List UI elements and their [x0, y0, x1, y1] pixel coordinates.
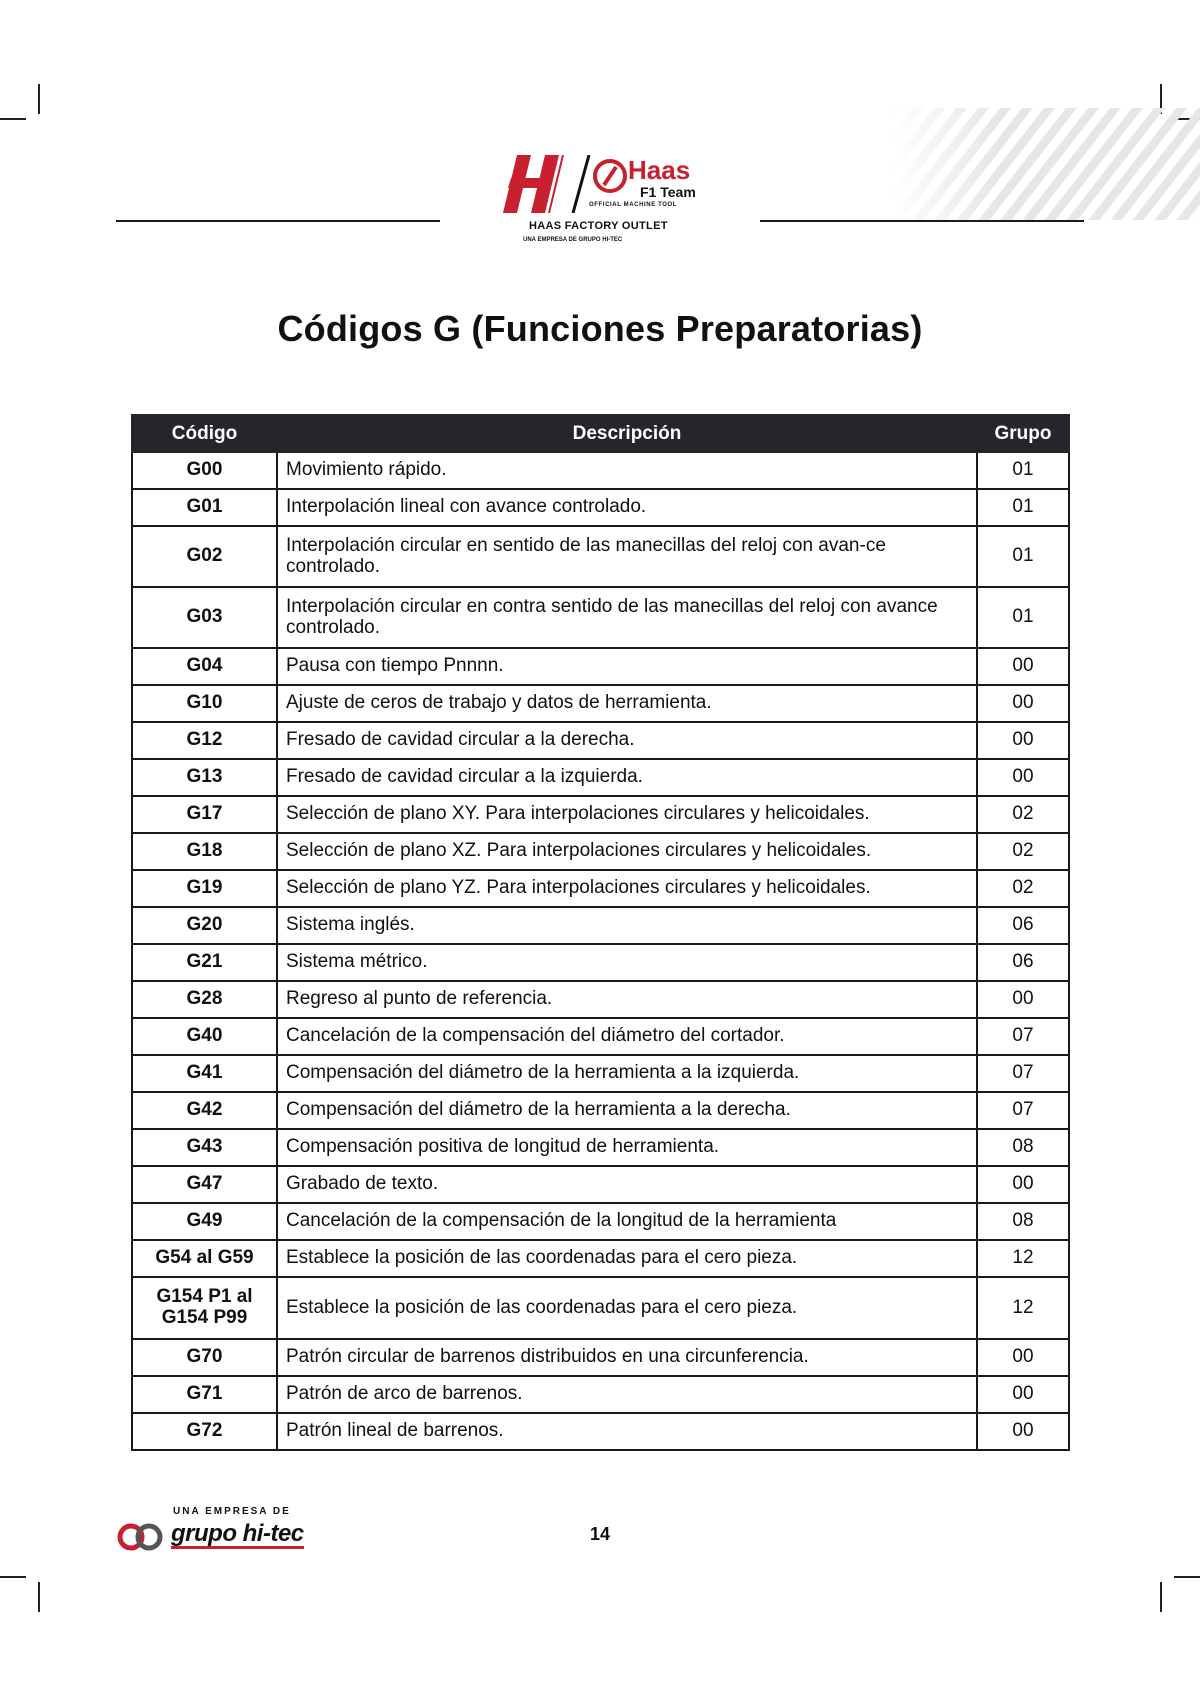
- code-cell: G21: [132, 944, 277, 981]
- code-cell: G17: [132, 796, 277, 833]
- table-row: [132, 489, 1069, 526]
- table-row: [132, 1339, 1069, 1376]
- column-header-description: Descripción: [277, 415, 977, 452]
- team-name: F1 Team: [640, 184, 696, 200]
- company-name: grupo hi-tec: [171, 1520, 304, 1547]
- code-cell: G40: [132, 1018, 277, 1055]
- company-intro: UNA EMPRESA DE: [173, 1506, 291, 1517]
- group-cell: 00: [977, 685, 1069, 722]
- table-row: [132, 452, 1069, 489]
- description-cell: Cancelación de la compensación del diámetro del cortador.: [277, 1018, 977, 1055]
- table-row: [132, 648, 1069, 685]
- description-cell: Fresado de cavidad circular a la derecha.: [277, 722, 977, 759]
- table-row: [132, 1203, 1069, 1240]
- description-cell: Interpolación circular en contra sentido de las manecillas del reloj con avance controlado.: [277, 587, 977, 648]
- description-cell: Establece la posición de las coordenadas para el cero pieza.: [277, 1240, 977, 1277]
- header-rule-right: [760, 220, 1084, 222]
- hitec-rings-icon: [115, 1522, 169, 1552]
- group-cell: 12: [977, 1240, 1069, 1277]
- description-cell: Sistema inglés.: [277, 907, 977, 944]
- crop-mark: [0, 118, 26, 120]
- table-row: [132, 722, 1069, 759]
- group-cell: 08: [977, 1203, 1069, 1240]
- table-row: [132, 1166, 1069, 1203]
- description-cell: Ajuste de ceros de trabajo y datos de herramienta.: [277, 685, 977, 722]
- description-cell: Compensación del diámetro de la herramienta a la izquierda.: [277, 1055, 977, 1092]
- code-cell: G72: [132, 1413, 277, 1450]
- haas-h-mark-icon: [495, 155, 565, 213]
- group-cell: 08: [977, 1129, 1069, 1166]
- table-row: [132, 981, 1069, 1018]
- grupo-hitec-logo: [115, 1506, 315, 1556]
- code-cell: G71: [132, 1376, 277, 1413]
- page-title: Códigos G (Funciones Preparatorias): [277, 308, 923, 349]
- group-cell: 02: [977, 870, 1069, 907]
- table-row: [132, 1129, 1069, 1166]
- code-cell: G04: [132, 648, 277, 685]
- description-cell: Sistema métrico.: [277, 944, 977, 981]
- code-cell: G47: [132, 1166, 277, 1203]
- code-cell: G20: [132, 907, 277, 944]
- description-cell: Selección de plano XZ. Para interpolaciones circulares y helicoidales.: [277, 833, 977, 870]
- group-cell: 01: [977, 526, 1069, 587]
- group-cell: 00: [977, 981, 1069, 1018]
- group-cell: 00: [977, 1166, 1069, 1203]
- slash-divider-icon: [571, 155, 591, 213]
- description-cell: Patrón circular de barrenos distribuidos en una circunferencia.: [277, 1339, 977, 1376]
- description-cell: Establece la posición de las coordenadas para el cero pieza.: [277, 1277, 977, 1339]
- table-row: [132, 526, 1069, 587]
- haas-logo: [495, 155, 725, 255]
- table-row: [132, 833, 1069, 870]
- table-row: [132, 1413, 1069, 1450]
- group-cell: 01: [977, 452, 1069, 489]
- description-cell: Patrón de arco de barrenos.: [277, 1376, 977, 1413]
- company-line: UNA EMPRESA DE GRUPO HI-TEC: [523, 237, 623, 243]
- table-row: [132, 759, 1069, 796]
- crop-mark: [1174, 1576, 1200, 1578]
- column-header-group: Grupo: [977, 415, 1069, 452]
- code-cell: G42: [132, 1092, 277, 1129]
- description-cell: Movimiento rápido.: [277, 452, 977, 489]
- page-number: 14: [589, 1524, 611, 1544]
- group-cell: 02: [977, 796, 1069, 833]
- code-cell: G03: [132, 587, 277, 648]
- group-cell: 06: [977, 907, 1069, 944]
- group-cell: 12: [977, 1277, 1069, 1339]
- brand-name: Haas: [628, 155, 691, 185]
- group-cell: 07: [977, 1018, 1069, 1055]
- table-row: [132, 1240, 1069, 1277]
- description-cell: Pausa con tiempo Pnnnn.: [277, 648, 977, 685]
- f1-team-emblem-icon: [593, 159, 627, 193]
- group-cell: 00: [977, 759, 1069, 796]
- table-row: [132, 1018, 1069, 1055]
- table-row: [132, 685, 1069, 722]
- group-cell: 02: [977, 833, 1069, 870]
- outlet-name: HAAS FACTORY OUTLET: [529, 220, 668, 232]
- description-cell: Cancelación de la compensación de la longitud de la herramienta: [277, 1203, 977, 1240]
- table-row: [132, 1092, 1069, 1129]
- table-row: [132, 587, 1069, 648]
- column-header-code: Código: [132, 415, 277, 452]
- tagline: OFFICIAL MACHINE TOOL: [589, 202, 678, 208]
- group-cell: 00: [977, 1376, 1069, 1413]
- table-row: [132, 1055, 1069, 1092]
- group-cell: 01: [977, 489, 1069, 526]
- code-cell: G43: [132, 1129, 277, 1166]
- description-cell: Interpolación lineal con avance controlado.: [277, 489, 977, 526]
- group-cell: 01: [977, 587, 1069, 648]
- code-cell: G70: [132, 1339, 277, 1376]
- decorative-stripes: [890, 108, 1200, 220]
- crop-mark: [38, 1582, 40, 1612]
- code-cell: G02: [132, 526, 277, 587]
- code-cell: G54 al G59: [132, 1240, 277, 1277]
- group-cell: 00: [977, 1413, 1069, 1450]
- table-header-row: [132, 415, 1069, 452]
- description-cell: Fresado de cavidad circular a la izquierda.: [277, 759, 977, 796]
- group-cell: 00: [977, 1339, 1069, 1376]
- description-cell: Interpolación circular en sentido de las manecillas del reloj con avan-ce controlado.: [277, 526, 977, 587]
- table-row: [132, 870, 1069, 907]
- table-row: [132, 796, 1069, 833]
- table-row: [132, 907, 1069, 944]
- description-cell: Regreso al punto de referencia.: [277, 981, 977, 1018]
- description-cell: Grabado de texto.: [277, 1166, 977, 1203]
- description-cell: Patrón lineal de barrenos.: [277, 1413, 977, 1450]
- description-cell: Compensación positiva de longitud de herramienta.: [277, 1129, 977, 1166]
- code-cell: G41: [132, 1055, 277, 1092]
- group-cell: 06: [977, 944, 1069, 981]
- code-cell: G01: [132, 489, 277, 526]
- code-cell: G19: [132, 870, 277, 907]
- table-row: [132, 1277, 1069, 1339]
- header-rule-left: [116, 220, 440, 222]
- group-cell: 07: [977, 1055, 1069, 1092]
- code-cell: G00: [132, 452, 277, 489]
- code-cell: G10: [132, 685, 277, 722]
- code-cell: G28: [132, 981, 277, 1018]
- description-cell: Selección de plano XY. Para interpolaciones circulares y helicoidales.: [277, 796, 977, 833]
- group-cell: 00: [977, 648, 1069, 685]
- description-cell: Selección de plano YZ. Para interpolaciones circulares y helicoidales.: [277, 870, 977, 907]
- crop-mark: [0, 1576, 26, 1578]
- group-cell: 07: [977, 1092, 1069, 1129]
- g-codes-table: [131, 414, 1070, 1451]
- crop-mark: [1160, 1582, 1162, 1612]
- group-cell: 00: [977, 722, 1069, 759]
- description-cell: Compensación del diámetro de la herramienta a la derecha.: [277, 1092, 977, 1129]
- table-row: [132, 944, 1069, 981]
- code-cell: G49: [132, 1203, 277, 1240]
- crop-mark: [38, 84, 40, 114]
- code-cell: G12: [132, 722, 277, 759]
- table-row: [132, 1376, 1069, 1413]
- code-cell: G18: [132, 833, 277, 870]
- code-cell: G13: [132, 759, 277, 796]
- code-cell: G154 P1 al G154 P99: [132, 1277, 277, 1339]
